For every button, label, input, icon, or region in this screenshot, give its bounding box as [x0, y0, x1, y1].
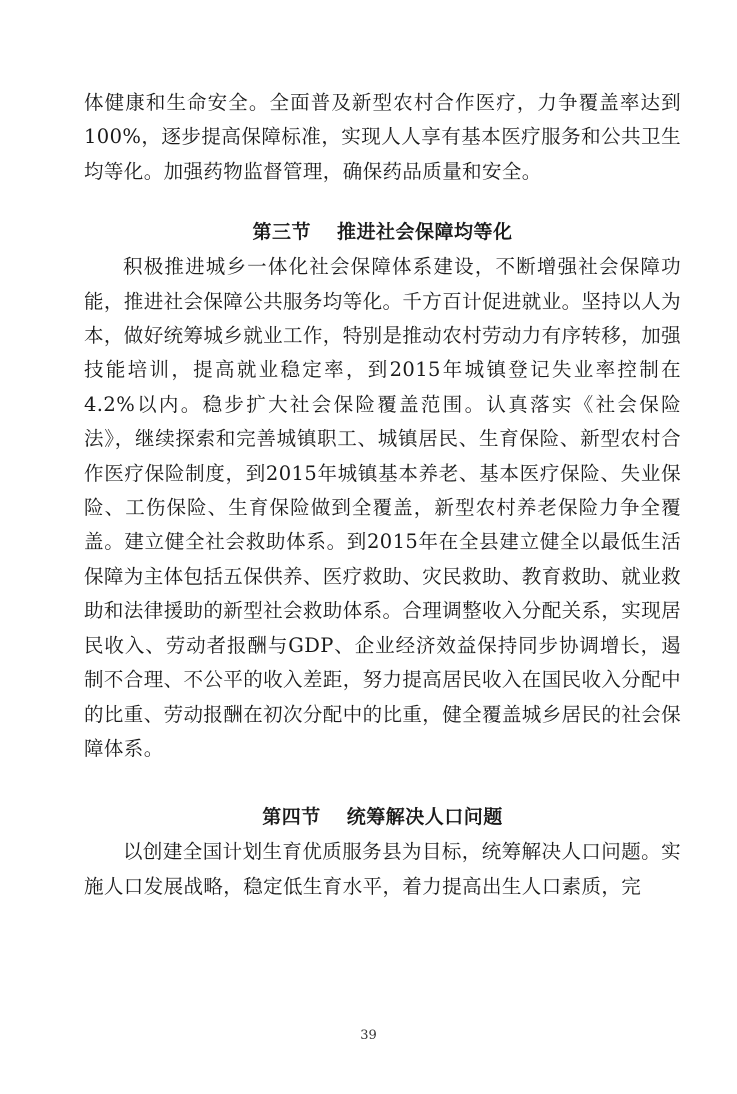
section-4-heading: [84, 802, 681, 829]
section-4-body: 以创建全国计划生育优质服务县为目标，统筹解决人口问题。实施人口发展战略，稳定低生育水平，着力提高出生人口素质，完: [84, 840, 681, 898]
page-number: 39: [360, 1028, 377, 1043]
section-3-body: 积极推进城乡一体化社会保障体系建设，不断增强社会保障功能，推进社会保障公共服务均等化。千方百计促进就业。坚持以人为本，做好统筹城乡就业工作，特别是推动农村劳动力有序转移，加强技能培训，提高就业稳定率，到2015年城镇登记失业率控制在4.2%以内。稳步扩大社会保险覆盖范围。认真落实《社会保险法》，继续探索和完善城镇职工、城镇居民、生育保险、新型农村合作医疗保险制度，到2015年城镇基本养老、基本医疗保险、失业保险、工伤保险、生育保险做到全覆盖，新型农村养老保险力争全覆盖。建立健全社会救助体系。到2015年在全县建立健全以最低生活保障为主体包括五保供养、医疗救助、灾民救助、教育救助、就业救助和法律援助的新型社会救助体系。合理调整收入分配关系，实现居民收入、劳动者报酬与GDP、企业经济效益保持同步协调增长，遏制不合理、不公平的收入差距，努力提高居民收入在国民收入分配中的比重、劳动报酬在初次分配中的比重，健全覆盖城乡居民的社会保障体系。: [84, 255, 682, 760]
section-3-number: 第三节: [252, 221, 311, 244]
paragraph-continued: 体健康和生命安全。全面普及新型农村合作医疗，力争覆盖率达到100%，逐步提高保障标准，实现人人享有基本医疗服务和公共卫生均等化。加强药物监督管理，确保药品质量和安全。: [84, 91, 681, 183]
section-4-number: 第四节: [262, 806, 321, 829]
section-4-title: 统筹解决人口问题: [346, 806, 503, 829]
section-3-heading: [84, 217, 681, 244]
section-3-title: 推进社会保障均等化: [337, 221, 513, 244]
